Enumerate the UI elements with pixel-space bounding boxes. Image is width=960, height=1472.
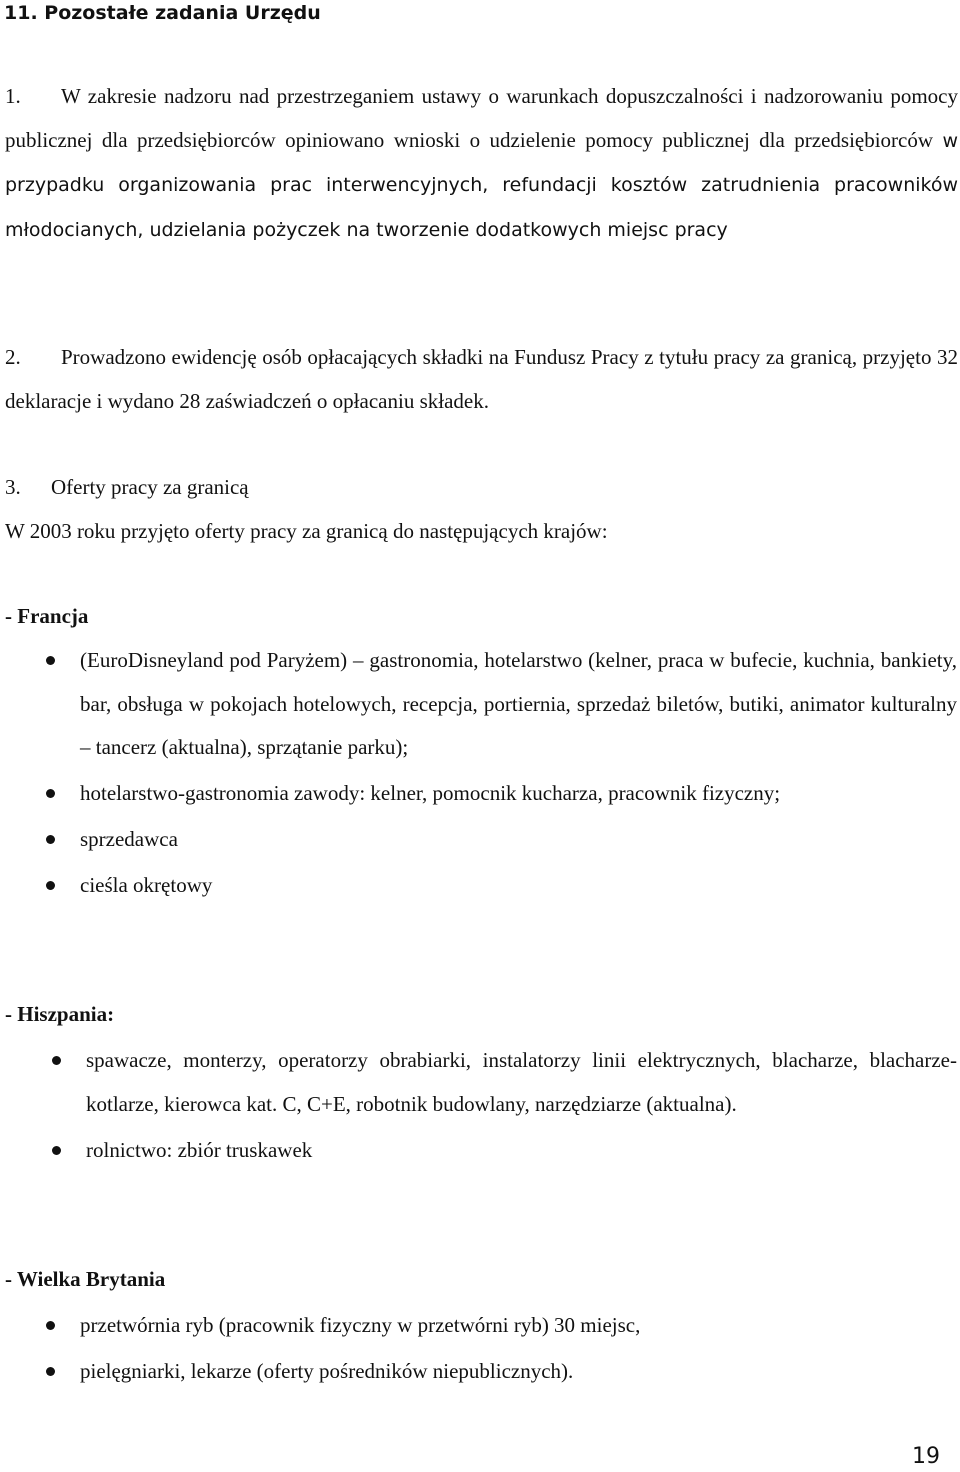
bullet-icon [46,656,55,665]
page-number: 19 [912,1444,940,1469]
list-item: przetwórnia ryb (pracownik fizyczny w przetwórni ryb) 30 miejsc, [80,1304,957,1348]
list-item: hotelarstwo-gastronomia zawody: kelner, pomocnik kucharza, pracownik fizyczny; [80,772,957,816]
bullet-icon [46,1321,55,1330]
country-list-francja [80,639,957,910]
country-heading-wielka-brytania: - Wielka Brytania [5,1267,166,1291]
paragraph-3 [5,466,958,553]
paragraph-text-sans: w przypadku organizowania prac interwencyjnych, refundacji kosztów zatrudnienia pracowników młodocianych, udzielania pożyczek na tworzenie dodatkowych miejsc pracy [5,129,959,241]
bullet-icon [46,881,55,890]
section-title: 11. Pozostałe zadania Urzędu [4,2,321,24]
paragraph-number: 1. [5,84,21,108]
paragraph-title: Oferty pracy za granicą [51,475,249,499]
country-heading-hiszpania: - Hiszpania: [5,1002,115,1026]
paragraph-text-serif: W zakresie nadzoru nad przestrzeganiem ustawy o warunkach dopuszczalności i nadzorowaniu pomocy publicznej dla przedsiębiorców opiniowano wnioski o udzielenie pomocy publicznej dla przedsiębiorców [5,84,958,152]
list-item: cieśla okrętowy [80,864,957,908]
bullet-icon [52,1056,61,1065]
bullet-icon [52,1146,61,1155]
bullet-icon [46,835,55,844]
list-item: sprzedawca [80,818,957,862]
country-heading-francja: - Francja [5,604,89,628]
paragraph-2 [5,336,958,423]
list-item: pielęgniarki, lekarze (oferty pośredników niepublicznych). [80,1350,957,1394]
list-item: spawacze, monterzy, operatorzy obrabiarki, instalatorzy linii elektrycznych, blacharze, blacharze-kotlarze, kierowca kat. C, C+E, robotnik budowlany, narzędziarze (aktualna). [86,1039,957,1126]
paragraph-number: 3. [5,475,21,499]
paragraph-intro: W 2003 roku przyjęto oferty pracy za granicą do następujących krajów: [5,518,608,543]
paragraph-1 [5,75,958,252]
list-item: rolnictwo: zbiór truskawek [86,1129,957,1173]
bullet-icon [46,789,55,798]
country-list-hiszpania [86,1039,957,1175]
country-list-wielka-brytania [80,1304,957,1396]
list-item: (EuroDisneyland pod Paryżem) – gastronomia, hotelarstwo (kelner, praca w bufecie, kuchnia, bankiety, bar, obsługa w pokojach hotelowych, recepcja, portiernia, sprzedaż biletów, butiki, animator kulturalny – tancerz (aktualna), sprzątanie parku); [80,639,957,770]
paragraph-text: Prowadzono ewidencję osób opłacających składki na Fundusz Pracy z tytułu pracy za granicą, przyjęto 32 deklaracje i wydano 28 zaświadczeń o opłacaniu składek. [5,345,958,413]
paragraph-number: 2. [5,345,21,369]
bullet-icon [46,1367,55,1376]
